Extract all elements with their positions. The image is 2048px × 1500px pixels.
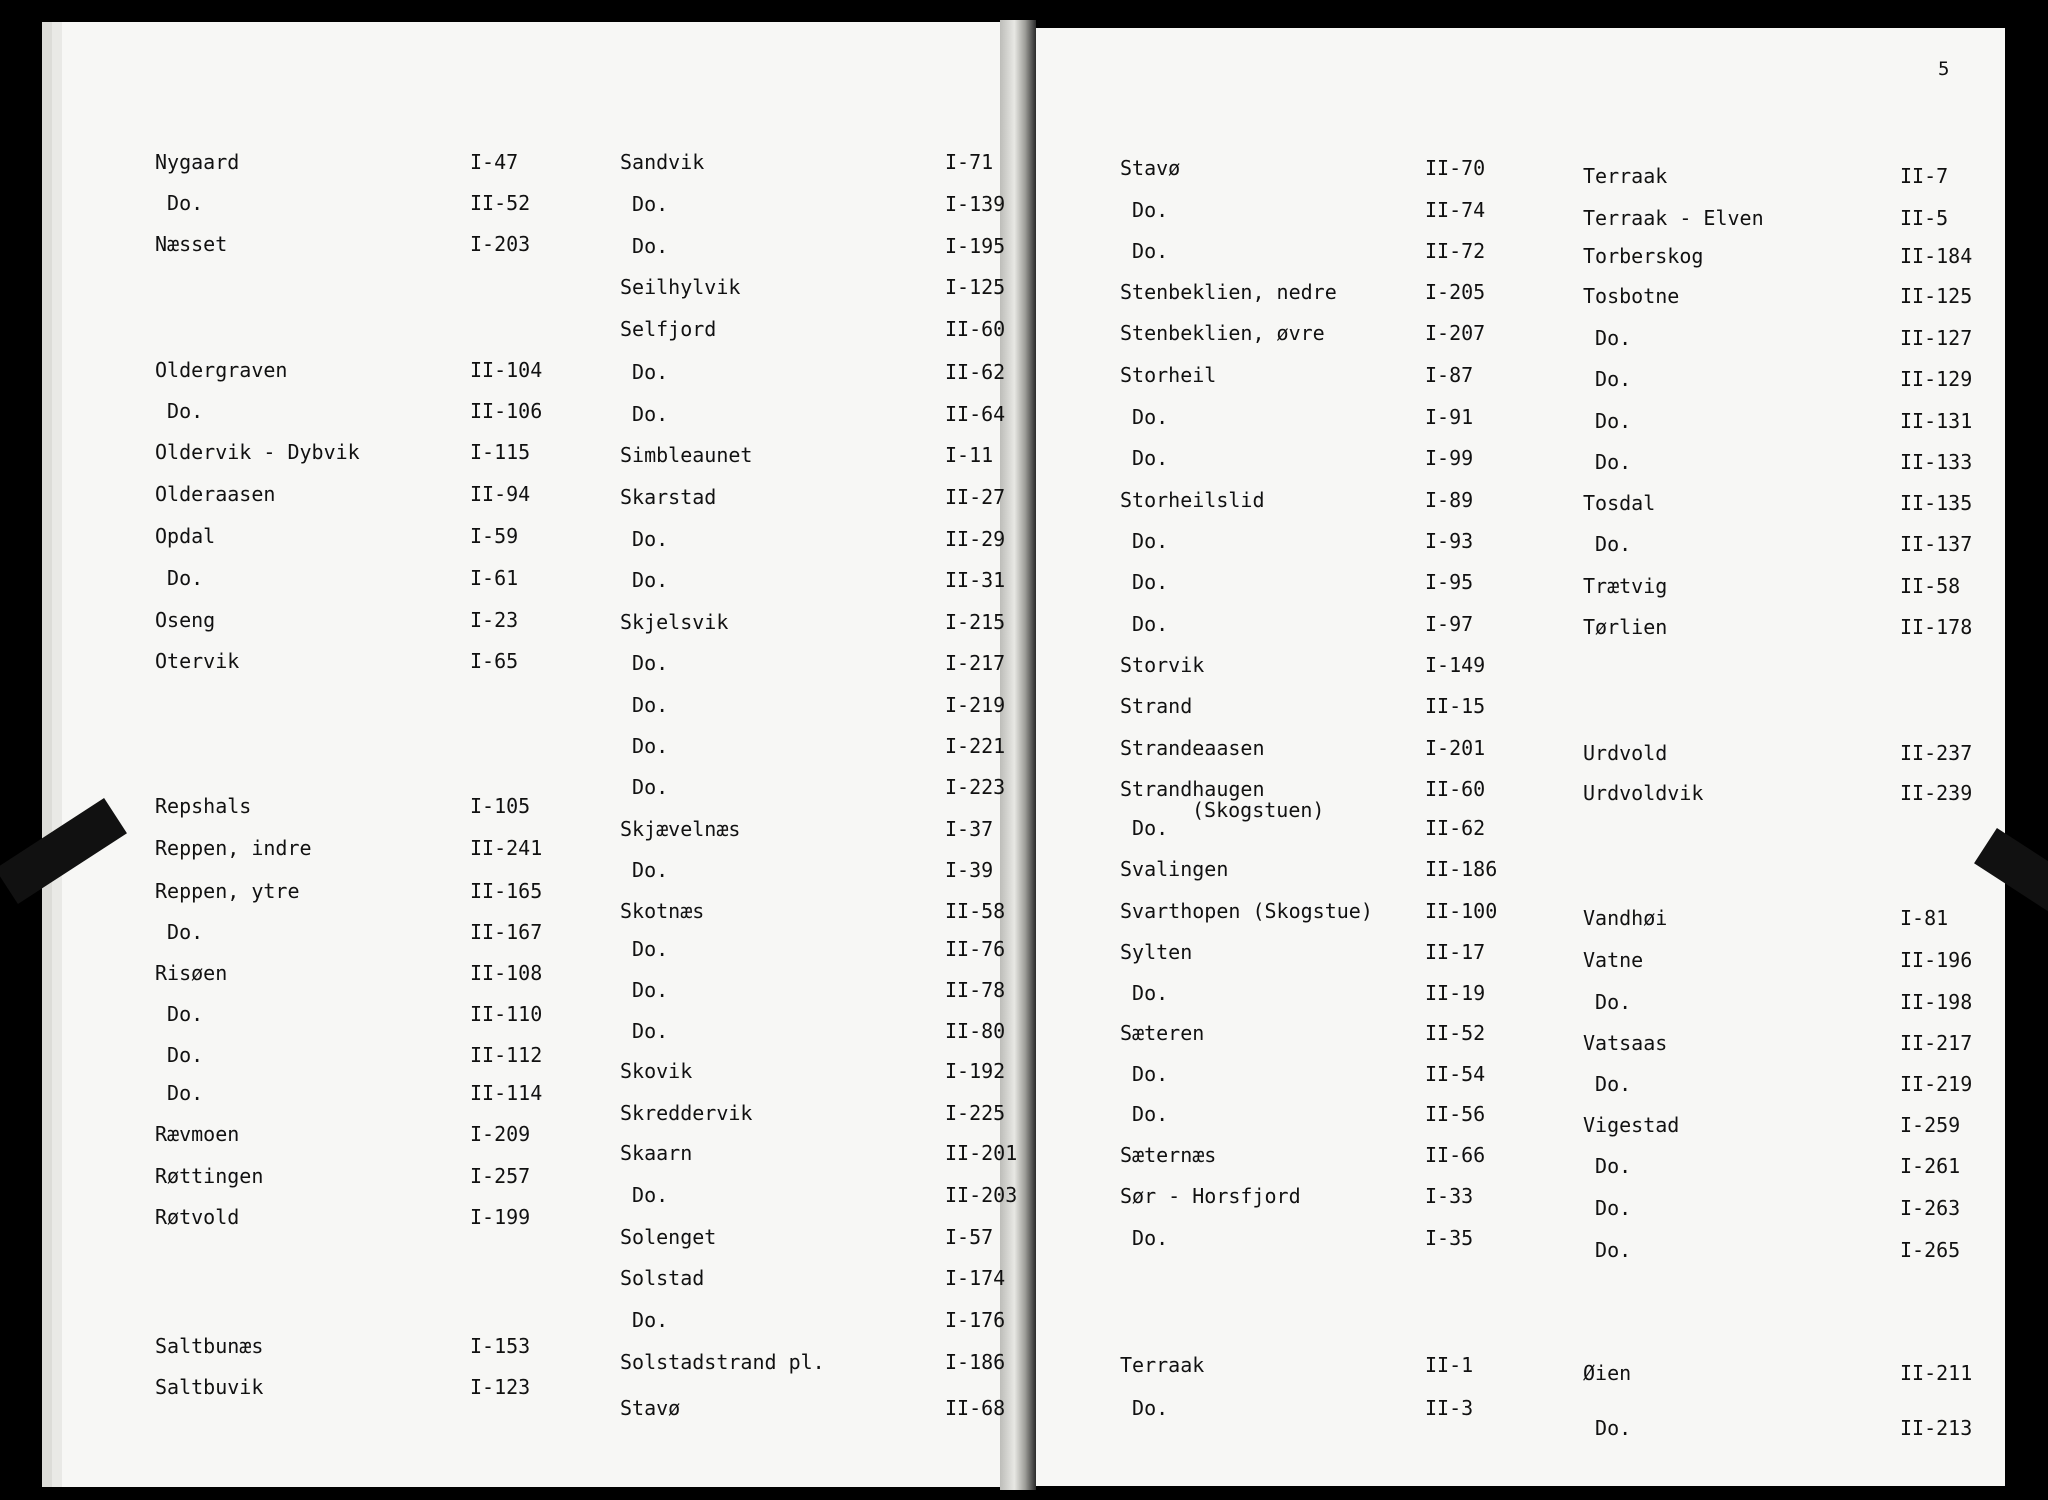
reference-number: II-54: [1425, 1062, 1486, 1086]
reference-number: II-19: [1425, 981, 1486, 1005]
place-name: Do.: [155, 191, 204, 215]
place-name: Do.: [1583, 450, 1632, 474]
reference-number: I-23: [470, 608, 519, 632]
annotation: (Skogstuen): [1192, 798, 1325, 822]
place-name: Do.: [1583, 1416, 1632, 1440]
reference-number: I-201: [1425, 736, 1486, 760]
place-name: Do.: [620, 402, 669, 426]
reference-number: II-100: [1425, 899, 1498, 923]
reference-number: I-105: [470, 794, 531, 818]
place-name: Oldervik - Dybvik: [155, 440, 360, 464]
reference-number: I-217: [945, 651, 1006, 675]
reference-number: I-263: [1900, 1196, 1961, 1220]
reference-number: II-219: [1900, 1072, 1973, 1096]
place-name: Otervik: [155, 649, 240, 673]
reference-number: II-239: [1900, 781, 1973, 805]
reference-number: I-115: [470, 440, 531, 464]
reference-number: II-129: [1900, 367, 1973, 391]
reference-number: I-209: [470, 1122, 531, 1146]
place-name: Strand: [1120, 694, 1193, 718]
place-name: Storvik: [1120, 653, 1205, 677]
place-name: Do.: [1120, 529, 1169, 553]
place-name: Svalingen: [1120, 857, 1229, 881]
place-name: Sør - Horsfjord: [1120, 1184, 1301, 1208]
reference-number: II-184: [1900, 244, 1973, 268]
reference-number: II-64: [945, 402, 1006, 426]
place-name: Do.: [1583, 409, 1632, 433]
place-name: Tosdal: [1583, 491, 1656, 515]
place-name: Sæternæs: [1120, 1143, 1217, 1167]
reference-number: II-60: [945, 317, 1006, 341]
place-name: Skovik: [620, 1059, 693, 1083]
reference-number: I-33: [1425, 1184, 1474, 1208]
place-name: Skjævelnæs: [620, 817, 741, 841]
place-name: Repshals: [155, 794, 252, 818]
place-name: Do.: [155, 1002, 204, 1026]
reference-number: II-203: [945, 1183, 1018, 1207]
reference-number: I-57: [945, 1225, 994, 1249]
place-name: Vatsaas: [1583, 1031, 1668, 1055]
place-name: Oldergraven: [155, 358, 288, 382]
reference-number: I-97: [1425, 612, 1474, 636]
page-number: 5: [1938, 58, 1950, 80]
place-name: Torberskog: [1583, 244, 1704, 268]
reference-number: II-135: [1900, 491, 1973, 515]
place-name: Terraak: [1583, 164, 1668, 188]
place-name: Skjelsvik: [620, 610, 729, 634]
reference-number: II-62: [945, 360, 1006, 384]
reference-number: I-89: [1425, 488, 1474, 512]
place-name: Do.: [620, 568, 669, 592]
place-name: Do.: [155, 566, 204, 590]
place-name: Strandeaasen: [1120, 736, 1265, 760]
reference-number: I-221: [945, 734, 1006, 758]
reference-number: II-213: [1900, 1416, 1973, 1440]
reference-number: I-257: [470, 1164, 531, 1188]
reference-number: II-167: [470, 920, 543, 944]
reference-number: II-178: [1900, 615, 1973, 639]
place-name: Do.: [1120, 239, 1169, 263]
reference-number: I-223: [945, 775, 1006, 799]
reference-number: II-17: [1425, 940, 1486, 964]
reference-number: I-95: [1425, 570, 1474, 594]
place-name: Do.: [620, 527, 669, 551]
reference-number: I-153: [470, 1334, 531, 1358]
place-name: Skreddervik: [620, 1101, 753, 1125]
reference-number: II-62: [1425, 816, 1486, 840]
place-name: Vigestad: [1583, 1113, 1680, 1137]
reference-number: I-186: [945, 1350, 1006, 1374]
place-name: Rævmoen: [155, 1122, 240, 1146]
reference-number: II-127: [1900, 326, 1973, 350]
reference-number: II-125: [1900, 284, 1973, 308]
reference-number: II-131: [1900, 409, 1973, 433]
reference-number: II-58: [1900, 574, 1961, 598]
reference-number: II-29: [945, 527, 1006, 551]
reference-number: I-176: [945, 1308, 1006, 1332]
place-name: Tosbotne: [1583, 284, 1680, 308]
reference-number: II-70: [1425, 156, 1486, 180]
place-name: Røtvold: [155, 1205, 240, 1229]
place-name: Do.: [1120, 570, 1169, 594]
reference-number: II-58: [945, 899, 1006, 923]
reference-number: I-259: [1900, 1113, 1961, 1137]
place-name: Do.: [1583, 1196, 1632, 1220]
reference-number: II-80: [945, 1019, 1006, 1043]
place-name: Do.: [1583, 1072, 1632, 1096]
reference-number: I-195: [945, 234, 1006, 258]
place-name: Sylten: [1120, 940, 1193, 964]
place-name: Simbleaunet: [620, 443, 753, 467]
reference-number: II-27: [945, 485, 1006, 509]
place-name: Urdvold: [1583, 741, 1668, 765]
place-name: Do.: [620, 192, 669, 216]
place-name: Øien: [1583, 1361, 1632, 1385]
place-name: Do.: [1583, 990, 1632, 1014]
reference-number: I-47: [470, 150, 519, 174]
reference-number: II-52: [1425, 1021, 1486, 1045]
place-name: Solstad: [620, 1266, 705, 1290]
reference-number: II-1: [1425, 1353, 1474, 1377]
reference-number: I-125: [945, 275, 1006, 299]
place-name: Do.: [1120, 981, 1169, 1005]
place-name: Do.: [620, 1183, 669, 1207]
reference-number: II-114: [470, 1081, 543, 1105]
reference-number: I-81: [1900, 906, 1949, 930]
place-name: Solenget: [620, 1225, 717, 1249]
place-name: Olderaasen: [155, 482, 276, 506]
place-name: Do.: [620, 651, 669, 675]
place-name: Do.: [1583, 1238, 1632, 1262]
place-name: Do.: [1120, 816, 1169, 840]
reference-number: II-165: [470, 879, 543, 903]
place-name: Vandhøi: [1583, 906, 1668, 930]
place-name: Stenbeklien, øvre: [1120, 321, 1325, 345]
place-name: Stenbeklien, nedre: [1120, 280, 1337, 304]
place-name: Røttingen: [155, 1164, 264, 1188]
place-name: Do.: [620, 1019, 669, 1043]
place-name: Do.: [620, 858, 669, 882]
place-name: Do.: [1120, 1102, 1169, 1126]
reference-number: II-68: [945, 1396, 1006, 1420]
reference-number: II-106: [470, 399, 543, 423]
place-name: Reppen, indre: [155, 836, 312, 860]
reference-number: II-186: [1425, 857, 1498, 881]
reference-number: I-71: [945, 150, 994, 174]
reference-number: I-265: [1900, 1238, 1961, 1262]
reference-number: II-60: [1425, 777, 1486, 801]
reference-number: II-52: [470, 191, 531, 215]
reference-number: II-31: [945, 568, 1006, 592]
place-name: Do.: [155, 1081, 204, 1105]
reference-number: II-237: [1900, 741, 1973, 765]
place-name: Do.: [620, 693, 669, 717]
reference-number: I-35: [1425, 1226, 1474, 1250]
place-name: Nygaard: [155, 150, 240, 174]
reference-number: II-104: [470, 358, 543, 382]
place-name: Do.: [1583, 326, 1632, 350]
reference-number: II-3: [1425, 1396, 1474, 1420]
reference-number: II-133: [1900, 450, 1973, 474]
reference-number: II-94: [470, 482, 531, 506]
reference-number: I-205: [1425, 280, 1486, 304]
reference-number: I-149: [1425, 653, 1486, 677]
place-name: Trætvig: [1583, 574, 1668, 598]
reference-number: I-207: [1425, 321, 1486, 345]
place-name: Do.: [1583, 532, 1632, 556]
reference-number: I-39: [945, 858, 994, 882]
reference-number: I-261: [1900, 1154, 1961, 1178]
reference-number: I-139: [945, 192, 1006, 216]
place-name: Do.: [620, 234, 669, 258]
place-name: Tørlien: [1583, 615, 1668, 639]
place-name: Strandhaugen: [1120, 777, 1265, 801]
reference-number: I-203: [470, 232, 531, 256]
reference-number: II-112: [470, 1043, 543, 1067]
reference-number: I-219: [945, 693, 1006, 717]
place-name: Skarstad: [620, 485, 717, 509]
place-name: Saltbunæs: [155, 1334, 264, 1358]
reference-number: II-66: [1425, 1143, 1486, 1167]
reference-number: II-137: [1900, 532, 1973, 556]
reference-number: II-15: [1425, 694, 1486, 718]
place-name: Do.: [1583, 367, 1632, 391]
place-name: Terraak: [1120, 1353, 1205, 1377]
reference-number: II-5: [1900, 206, 1949, 230]
reference-number: II-241: [470, 836, 543, 860]
reference-number: II-74: [1425, 198, 1486, 222]
reference-number: II-7: [1900, 164, 1949, 188]
place-name: Do.: [155, 920, 204, 944]
reference-number: I-93: [1425, 529, 1474, 553]
place-name: Storheilslid: [1120, 488, 1265, 512]
place-name: Do.: [1120, 405, 1169, 429]
place-name: Oseng: [155, 608, 216, 632]
reference-number: I-123: [470, 1375, 531, 1399]
reference-number: I-37: [945, 817, 994, 841]
reference-number: II-211: [1900, 1361, 1973, 1385]
place-name: Skaarn: [620, 1141, 693, 1165]
reference-number: II-72: [1425, 239, 1486, 263]
place-name: Opdal: [155, 524, 216, 548]
place-name: Do.: [1120, 1396, 1169, 1420]
reference-number: II-201: [945, 1141, 1018, 1165]
place-name: Reppen, ytre: [155, 879, 300, 903]
place-name: Skotnæs: [620, 899, 705, 923]
place-name: Do.: [155, 1043, 204, 1067]
reference-number: I-11: [945, 443, 994, 467]
place-name: Do.: [620, 360, 669, 384]
place-name: Do.: [1120, 1062, 1169, 1086]
place-name: Do.: [1120, 446, 1169, 470]
reference-number: II-217: [1900, 1031, 1973, 1055]
place-name: Do.: [620, 978, 669, 1002]
place-name: Vatne: [1583, 948, 1644, 972]
reference-number: II-78: [945, 978, 1006, 1002]
place-name: Do.: [620, 734, 669, 758]
place-name: Do.: [1120, 1226, 1169, 1250]
place-name: Stavø: [1120, 156, 1181, 180]
place-name: Terraak - Elven: [1583, 206, 1764, 230]
reference-number: II-196: [1900, 948, 1973, 972]
reference-number: I-192: [945, 1059, 1006, 1083]
reference-number: I-199: [470, 1205, 531, 1229]
reference-number: II-56: [1425, 1102, 1486, 1126]
place-name: Storheil: [1120, 363, 1217, 387]
place-name: Do.: [620, 775, 669, 799]
reference-number: I-91: [1425, 405, 1474, 429]
place-name: Seilhylvik: [620, 275, 741, 299]
place-name: Do.: [155, 399, 204, 423]
place-name: Solstadstrand pl.: [620, 1350, 825, 1374]
place-name: Do.: [620, 1308, 669, 1332]
place-name: Selfjord: [620, 317, 717, 341]
place-name: Sæteren: [1120, 1021, 1205, 1045]
place-name: Sandvik: [620, 150, 705, 174]
place-name: Do.: [1583, 1154, 1632, 1178]
reference-number: II-110: [470, 1002, 543, 1026]
reference-number: II-76: [945, 937, 1006, 961]
reference-number: I-225: [945, 1101, 1006, 1125]
place-name: Do.: [1120, 198, 1169, 222]
reference-number: I-65: [470, 649, 519, 673]
place-name: Svarthopen (Skogstue): [1120, 899, 1373, 923]
reference-number: I-174: [945, 1266, 1006, 1290]
place-name: Næsset: [155, 232, 228, 256]
reference-number: II-108: [470, 961, 543, 985]
reference-number: I-99: [1425, 446, 1474, 470]
reference-number: I-215: [945, 610, 1006, 634]
place-name: Do.: [1120, 612, 1169, 636]
reference-number: II-198: [1900, 990, 1973, 1014]
place-name: Risøen: [155, 961, 228, 985]
place-name: Urdvoldvik: [1583, 781, 1704, 805]
reference-number: I-61: [470, 566, 519, 590]
book-gutter: [1000, 20, 1036, 1490]
place-name: Do.: [620, 937, 669, 961]
place-name: Saltbuvik: [155, 1375, 264, 1399]
place-name: Stavø: [620, 1396, 681, 1420]
reference-number: I-87: [1425, 363, 1474, 387]
reference-number: I-59: [470, 524, 519, 548]
